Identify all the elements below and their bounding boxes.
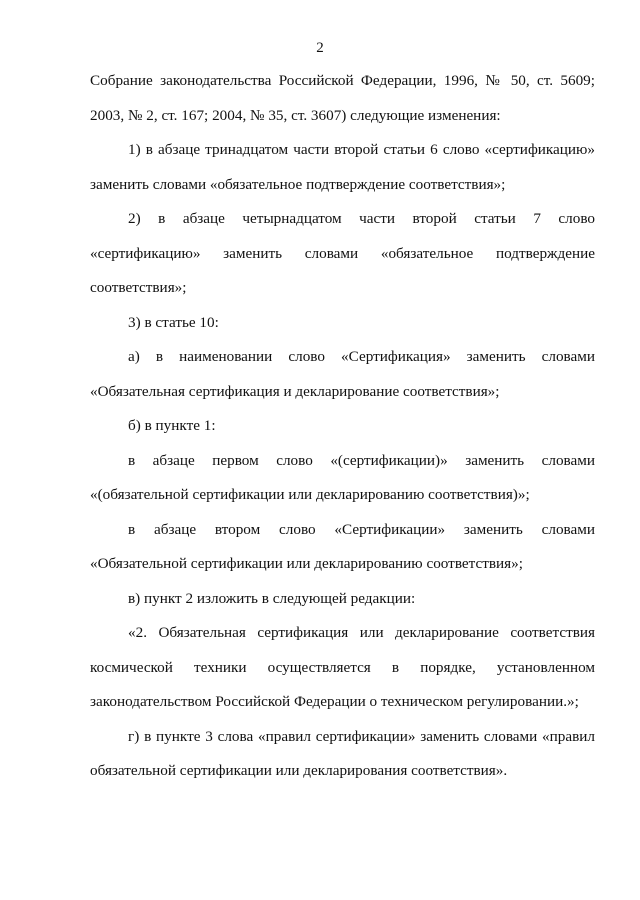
paragraph-item-3v: в) пункт 2 изложить в следующей редакции: xyxy=(128,589,416,607)
paragraph-item-3b-first: в абзаце первом слово «(сертификации)» заменить словами «(обязательной сертификации или декларированию соответствия)»; xyxy=(90,451,595,503)
paragraph-intro: Собрание законодательства Российской Федерации, 1996, № 50, ст. 5609; 2003, № 2, ст. 167; 2004, № 35, ст. 3607) следующие изменения: xyxy=(90,72,595,124)
paragraph-item-3: 3) в статье 10: xyxy=(128,313,219,331)
page-number: 2 xyxy=(316,40,324,56)
paragraph-item-3v-text: «2. Обязательная сертификация или декларирование соответствия космической техники осуществляется в порядке, установленном законодательством Российской Федерации о техническом регулировании.»; xyxy=(90,624,595,710)
document-body xyxy=(90,64,595,789)
paragraph-item-3b: б) в пункте 1: xyxy=(128,417,216,434)
paragraph-item-1: 1) в абзаце тринадцатом части второй статьи 6 слово «сертификацию» заменить словами «обязательное подтверждение соответствия»; xyxy=(90,141,595,193)
paragraph-item-3b-second: в абзаце втором слово «Сертификации» заменить словами «Обязательной сертификации или декларированию соответствия»; xyxy=(90,520,595,572)
paragraph-item-3a: а) в наименовании слово «Сертификация» заменить словами «Обязательная сертификация и декларирование соответствия»; xyxy=(90,348,595,400)
paragraph-item-2: 2) в абзаце четырнадцатом части второй статьи 7 слово «сертификацию» заменить словами «обязательное подтверждение соответствия»; xyxy=(90,210,595,296)
paragraph-item-3g: г) в пункте 3 слова «правил сертификации» заменить словами «правил обязательной сертификации или декларирования соответствия». xyxy=(90,727,595,779)
